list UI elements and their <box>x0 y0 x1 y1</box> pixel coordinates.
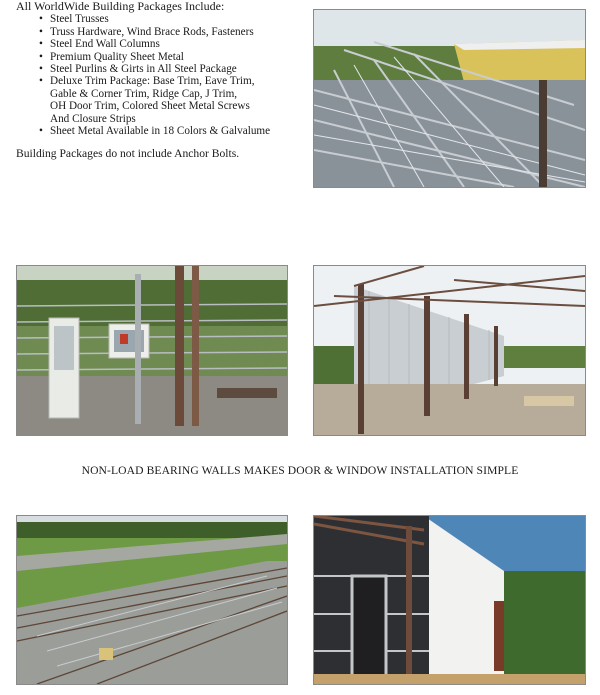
list-item: • Truss Hardware, Wind Brace Rods, Fasteners <box>50 26 306 38</box>
list-item: • Sheet Metal Available in 18 Colors & Galvalume <box>50 125 306 137</box>
caption-non-load-bearing-walls: NON-LOAD BEARING WALLS MAKES DOOR & WINDOW INSTALLATION SIMPLE <box>81 464 519 477</box>
list-item: • Deluxe Trim Package: Base Trim, Eave Trim, Gable & Corner Trim, Ridge Cap, J Trim, OH Door Trim, Colored Sheet Metal Screws And Closure Strips <box>50 75 306 125</box>
anchor-bolts-note: Building Packages do not include Anchor Bolts. <box>16 147 240 161</box>
package-heading: All WorldWide Building Packages Include: <box>16 0 225 13</box>
list-item: • Premium Quality Sheet Metal <box>50 51 306 63</box>
list-item: • Steel Purlins & Girts in All Steel Package <box>50 63 306 75</box>
package-items-list <box>16 13 306 137</box>
package-description <box>16 0 306 161</box>
photo-trusses-on-slab <box>16 515 288 685</box>
photo-door-window-framing <box>16 265 288 436</box>
list-item: • Steel End Wall Columns <box>50 38 306 50</box>
list-item: • Steel Trusses <box>50 13 306 25</box>
photo-roof-trusses <box>313 9 586 188</box>
photo-door-opening-end-wall <box>313 515 586 685</box>
photo-steel-end-wall <box>313 265 586 436</box>
